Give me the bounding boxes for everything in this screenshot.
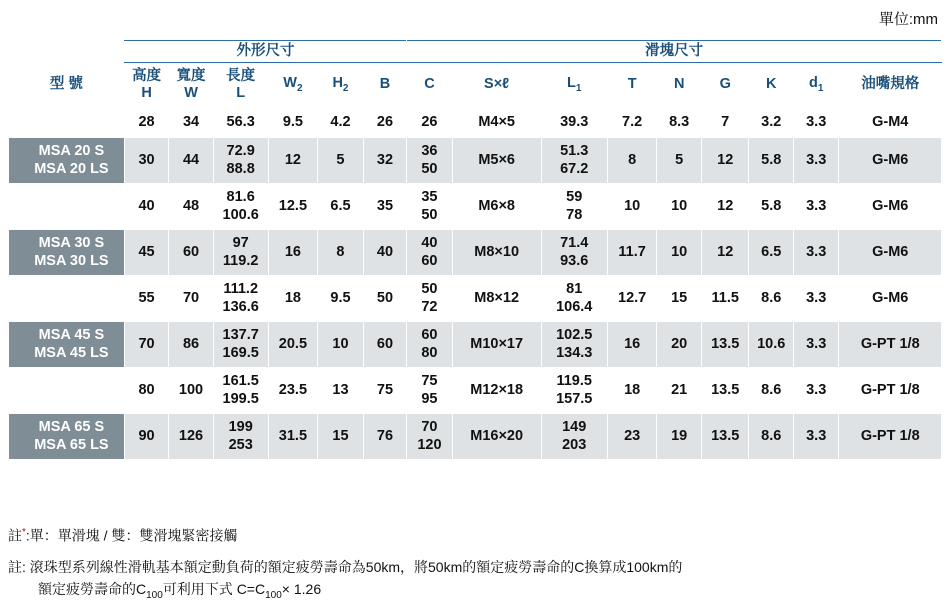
- cell-l1-line1: 149: [562, 419, 587, 436]
- cell-n: 19: [657, 414, 701, 460]
- cell-g: 12: [701, 184, 749, 230]
- cell-model: [9, 276, 125, 322]
- cell-l1: 39.3: [541, 108, 607, 138]
- cell-model: [9, 322, 125, 368]
- cell-sxl: M12×18: [452, 368, 541, 414]
- cell-l1: [541, 276, 607, 322]
- cell-l1-line1: 59: [566, 189, 583, 206]
- cell-c-line2: 60: [421, 252, 438, 269]
- cell-l-line2: 199.5: [222, 390, 259, 407]
- col-header-k: K: [749, 63, 793, 108]
- col-header-width-label: 寬度: [176, 67, 206, 84]
- cell-l: 56.3: [213, 108, 268, 138]
- col-header-l1-base: L: [567, 75, 576, 92]
- cell-model: MSA 15 S: [9, 108, 125, 138]
- col-header-w2-subscript: 2: [296, 83, 303, 95]
- cell-b: 35: [363, 184, 406, 230]
- col-header-n: N: [657, 63, 701, 108]
- cell-model-line1: MSA 45 S: [38, 327, 105, 344]
- cell-l1: [541, 368, 607, 414]
- col-header-l1: [541, 63, 607, 108]
- cell-model: [9, 414, 125, 460]
- cell-l1-line1: 71.4: [560, 235, 589, 252]
- table-row: [9, 184, 942, 230]
- cell-d1: 3.3: [793, 322, 839, 368]
- cell-w2: 12.5: [268, 184, 318, 230]
- cell-t: 16: [607, 322, 657, 368]
- cell-l-line1: 97: [232, 235, 249, 252]
- cell-grease: G-M4: [839, 108, 942, 138]
- col-header-d1: [793, 63, 839, 108]
- cell-b: 26: [363, 108, 406, 138]
- cell-h: 45: [124, 230, 168, 276]
- cell-t: 7.2: [607, 108, 657, 138]
- cell-h2: 4.2: [318, 108, 364, 138]
- cell-model: [9, 230, 125, 276]
- footnote-1-prefix: 註: [8, 527, 22, 544]
- cell-h: 70: [124, 322, 168, 368]
- unit-label: 單位:mm: [878, 11, 938, 28]
- table-row: [9, 414, 942, 460]
- cell-l-line1: 137.7: [222, 327, 259, 344]
- col-header-width: [169, 63, 213, 108]
- cell-c-line1: 60: [421, 327, 438, 344]
- footnote-2-sub-100b: 100: [265, 589, 282, 601]
- specification-table: [8, 40, 942, 460]
- footnote-2-line2: [38, 579, 942, 603]
- cell-n: 10: [657, 230, 701, 276]
- cell-g: 13.5: [701, 414, 749, 460]
- col-header-height-label: 高度: [132, 67, 162, 84]
- cell-h2: 13: [318, 368, 364, 414]
- cell-h: 90: [124, 414, 168, 460]
- cell-d1: 3.3: [793, 414, 839, 460]
- cell-k: 8.6: [749, 368, 793, 414]
- cell-l-line1: 81.6: [226, 189, 255, 206]
- cell-l1-line2: 93.6: [560, 252, 589, 269]
- cell-l: [213, 368, 268, 414]
- cell-model-line2: MSA 65 LS: [34, 436, 109, 453]
- cell-l: [213, 414, 268, 460]
- cell-l-line2: 253: [228, 436, 253, 453]
- group-header-block-dims: 滑塊尺寸: [407, 41, 942, 63]
- cell-h2: 5: [318, 138, 364, 184]
- cell-d1: 3.3: [793, 230, 839, 276]
- cell-d1: 3.3: [793, 138, 839, 184]
- cell-grease: G-M6: [839, 230, 942, 276]
- cell-l: [213, 276, 268, 322]
- cell-w: 70: [169, 276, 213, 322]
- cell-l1-line2: 106.4: [556, 298, 593, 315]
- cell-g: 13.5: [701, 368, 749, 414]
- col-header-t: T: [607, 63, 657, 108]
- cell-h2: 10: [318, 322, 364, 368]
- cell-l: [213, 322, 268, 368]
- cell-w: 48: [169, 184, 213, 230]
- cell-l1-line1: 51.3: [560, 143, 589, 160]
- col-header-h2: [318, 63, 364, 108]
- cell-model-line1: MSA 35 S: [38, 281, 105, 298]
- col-header-h2-base: H: [332, 75, 343, 92]
- cell-c: [407, 184, 453, 230]
- cell-w2: 20.5: [268, 322, 318, 368]
- cell-grease: G-M6: [839, 184, 942, 230]
- cell-sxl: M4×5: [452, 108, 541, 138]
- cell-model: [9, 138, 125, 184]
- cell-l: [213, 184, 268, 230]
- cell-l-line1: 199: [228, 419, 253, 436]
- cell-c-line2: 95: [421, 390, 438, 407]
- cell-t: 11.7: [607, 230, 657, 276]
- cell-w: 100: [169, 368, 213, 414]
- cell-n: 15: [657, 276, 701, 322]
- cell-d1: 3.3: [793, 276, 839, 322]
- cell-w2: 31.5: [268, 414, 318, 460]
- cell-model-line2: MSA 35 LS: [34, 298, 109, 315]
- cell-grease: G-PT 1/8: [839, 368, 942, 414]
- cell-h2: 8: [318, 230, 364, 276]
- cell-h2: 15: [318, 414, 364, 460]
- cell-l-line2: 100.6: [222, 206, 259, 223]
- cell-t: 10: [607, 184, 657, 230]
- cell-b: 32: [363, 138, 406, 184]
- cell-w2: 23.5: [268, 368, 318, 414]
- table-row: [9, 276, 942, 322]
- cell-l1: [541, 184, 607, 230]
- col-header-length-symbol: L: [236, 85, 246, 101]
- cell-grease: G-M6: [839, 276, 942, 322]
- cell-model-line1: MSA 25 S: [38, 189, 105, 206]
- cell-l1-line2: 134.3: [556, 344, 593, 361]
- cell-sxl: M16×20: [452, 414, 541, 460]
- cell-l-line1: 111.2: [223, 281, 259, 298]
- cell-l: [213, 230, 268, 276]
- group-header-outline-dims: 外形尺寸: [124, 41, 406, 63]
- cell-k: 5.8: [749, 184, 793, 230]
- cell-sxl: M6×8: [452, 184, 541, 230]
- cell-c-line1: 36: [421, 143, 438, 160]
- cell-l1-line2: 67.2: [560, 160, 589, 177]
- cell-k: 5.8: [749, 138, 793, 184]
- cell-h: 28: [124, 108, 168, 138]
- cell-l-line2: 88.8: [226, 160, 255, 177]
- col-header-h2-subscript: 2: [342, 83, 349, 95]
- cell-t: 18: [607, 368, 657, 414]
- cell-w: 86: [169, 322, 213, 368]
- cell-c-line2: 80: [421, 344, 438, 361]
- cell-c-line2: 120: [417, 436, 442, 453]
- cell-model-line2: MSA 30 LS: [34, 252, 109, 269]
- cell-l1-line2: 203: [562, 436, 587, 453]
- cell-l-line2: 119.2: [222, 252, 259, 269]
- cell-h: 80: [124, 368, 168, 414]
- footnote-1-text: :單：單滑塊 / 雙：雙滑塊緊密接觸: [25, 527, 238, 544]
- cell-l1-line1: 81: [566, 281, 583, 298]
- cell-k: 3.2: [749, 108, 793, 138]
- cell-w: 34: [169, 108, 213, 138]
- cell-w2: 16: [268, 230, 318, 276]
- cell-c-line1: 40: [421, 235, 438, 252]
- cell-n: 5: [657, 138, 701, 184]
- cell-sxl: M8×10: [452, 230, 541, 276]
- cell-model-line1: MSA 55 S: [38, 373, 105, 390]
- cell-k: 8.6: [749, 414, 793, 460]
- col-header-g: G: [701, 63, 749, 108]
- cell-t: 23: [607, 414, 657, 460]
- footnote-1: [8, 525, 942, 547]
- cell-h: 30: [124, 138, 168, 184]
- cell-w: 126: [169, 414, 213, 460]
- cell-l1-line1: 119.5: [556, 373, 592, 390]
- cell-c: [407, 414, 453, 460]
- col-header-length-label: 長度: [226, 67, 256, 84]
- cell-g: 7: [701, 108, 749, 138]
- cell-w2: 9.5: [268, 108, 318, 138]
- cell-n: 21: [657, 368, 701, 414]
- cell-d1: 3.3: [793, 108, 839, 138]
- cell-c: [407, 230, 453, 276]
- cell-b: 76: [363, 414, 406, 460]
- cell-l: [213, 138, 268, 184]
- col-header-d1-subscript: 1: [817, 83, 824, 95]
- table-row: [9, 138, 942, 184]
- col-header-sxl: S×ℓ: [452, 63, 541, 108]
- cell-model-line1: MSA 65 S: [38, 419, 105, 436]
- cell-model-line2: MSA 55 LS: [34, 390, 109, 407]
- col-header-b: B: [363, 63, 406, 108]
- cell-grease: G-PT 1/8: [839, 322, 942, 368]
- cell-g: 11.5: [701, 276, 749, 322]
- footnotes: [8, 525, 942, 603]
- cell-l1: [541, 230, 607, 276]
- cell-grease: G-M6: [839, 138, 942, 184]
- cell-n: 10: [657, 184, 701, 230]
- cell-l1: [541, 322, 607, 368]
- cell-model-line2: MSA 20 LS: [34, 160, 109, 177]
- cell-g: 12: [701, 138, 749, 184]
- cell-k: 6.5: [749, 230, 793, 276]
- table-row: [9, 322, 942, 368]
- cell-c-line1: 70: [421, 419, 438, 436]
- table-column-header-row: [9, 63, 942, 108]
- cell-b: 75: [363, 368, 406, 414]
- table-group-header-row: [9, 41, 942, 63]
- footnote-1-asterisk: *: [22, 527, 26, 538]
- cell-w2: 18: [268, 276, 318, 322]
- cell-w: 60: [169, 230, 213, 276]
- cell-model-line2: MSA 25 LS: [34, 206, 109, 223]
- table-row: [9, 108, 942, 138]
- cell-model: [9, 368, 125, 414]
- cell-d1: 3.3: [793, 184, 839, 230]
- cell-model-line1: MSA 30 S: [38, 235, 105, 252]
- footnote-2-line1: 註: 滾珠型系列線性滑軌基本額定動負荷的額定疲勞壽命為50km，將50km的額定疲勞壽命的C換算成100km的: [8, 559, 683, 576]
- footnote-2-line2-a: 額定疲勞壽命的C: [38, 581, 147, 598]
- cell-d1: 3.3: [793, 368, 839, 414]
- cell-c-line1: 75: [421, 373, 438, 390]
- col-header-length: [213, 63, 268, 108]
- cell-c-line1: 35: [421, 189, 438, 206]
- cell-g: 13.5: [701, 322, 749, 368]
- cell-c-line2: 50: [421, 160, 438, 177]
- cell-l-line1: 161.5: [222, 373, 259, 390]
- footnote-2-sub-100a: 100: [146, 589, 163, 601]
- cell-t: 8: [607, 138, 657, 184]
- cell-b: 40: [363, 230, 406, 276]
- cell-l-line2: 136.6: [222, 298, 259, 315]
- col-header-width-symbol: W: [184, 85, 198, 101]
- cell-model-line2: MSA 45 LS: [34, 344, 109, 361]
- cell-c: [407, 276, 453, 322]
- cell-h: 55: [124, 276, 168, 322]
- col-header-l1-subscript: 1: [575, 83, 582, 95]
- cell-k: 10.6: [749, 322, 793, 368]
- cell-t: 12.7: [607, 276, 657, 322]
- table-row: [9, 230, 942, 276]
- cell-h: 40: [124, 184, 168, 230]
- footnote-2-line2-b: 可利用下式 C=C: [162, 581, 266, 598]
- cell-h2: 6.5: [318, 184, 364, 230]
- col-header-height-symbol: H: [141, 85, 152, 101]
- cell-l1: [541, 138, 607, 184]
- cell-c-line1: 50: [421, 281, 438, 298]
- cell-l1-line1: 102.5: [556, 327, 593, 344]
- cell-sxl: M8×12: [452, 276, 541, 322]
- cell-h2: 9.5: [318, 276, 364, 322]
- cell-k: 8.6: [749, 276, 793, 322]
- cell-c: [407, 322, 453, 368]
- footnote-2: [8, 557, 942, 603]
- cell-l-line2: 169.5: [222, 344, 259, 361]
- cell-c: [407, 368, 453, 414]
- cell-b: 50: [363, 276, 406, 322]
- footnote-2-line2-c: × 1.26: [281, 581, 322, 598]
- cell-g: 12: [701, 230, 749, 276]
- cell-n: 8.3: [657, 108, 701, 138]
- cell-l1-line2: 157.5: [556, 390, 593, 407]
- col-header-grease: 油嘴規格: [839, 63, 942, 108]
- col-header-w2: [268, 63, 318, 108]
- cell-sxl: M5×6: [452, 138, 541, 184]
- group-header-blank: [9, 41, 125, 63]
- cell-b: 60: [363, 322, 406, 368]
- cell-sxl: M10×17: [452, 322, 541, 368]
- cell-n: 20: [657, 322, 701, 368]
- cell-l-line1: 72.9: [226, 143, 255, 160]
- cell-model: [9, 184, 125, 230]
- cell-c: 26: [407, 108, 453, 138]
- cell-l1: [541, 414, 607, 460]
- col-header-c: C: [407, 63, 453, 108]
- col-header-d1-base: d: [808, 75, 818, 92]
- col-header-w2-base: W: [283, 75, 297, 92]
- cell-c-line2: 72: [421, 298, 438, 315]
- cell-w2: 12: [268, 138, 318, 184]
- cell-grease: G-PT 1/8: [839, 414, 942, 460]
- cell-c: [407, 138, 453, 184]
- col-header-model: 型 號: [9, 63, 125, 108]
- col-header-height: [124, 63, 168, 108]
- cell-model-line1: MSA 20 S: [38, 143, 105, 160]
- cell-c-line2: 50: [421, 206, 438, 223]
- cell-w: 44: [169, 138, 213, 184]
- table-row: [9, 368, 942, 414]
- cell-l1-line2: 78: [566, 206, 583, 223]
